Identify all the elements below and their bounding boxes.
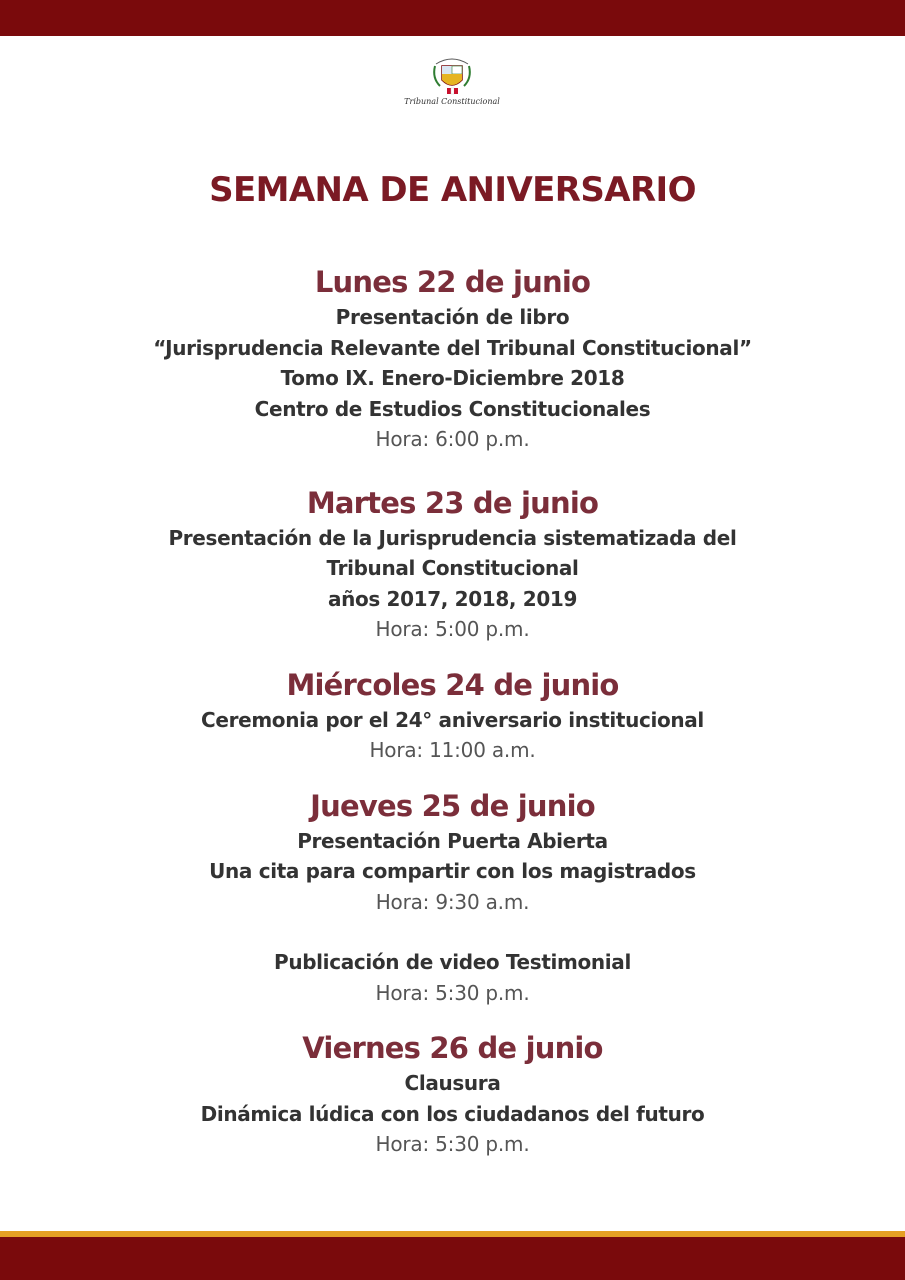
top-banner-bar — [0, 0, 905, 36]
event-line: Clausura — [404, 1071, 501, 1095]
event-line: Centro de Estudios Constitucionales — [254, 396, 651, 421]
event-wednesday — [0, 665, 905, 766]
event-line: Dinámica lúdica con los ciudadanos del futuro — [200, 1101, 705, 1126]
event-day: Miércoles 24 de junio — [286, 667, 619, 702]
event-time: Hora: 5:30 p.m. — [375, 1132, 530, 1156]
event-thursday — [0, 786, 905, 1009]
event-line: “Jurisprudencia Relevante del Tribunal Constitucional” — [153, 335, 752, 360]
event-time: Hora: 6:00 p.m. — [375, 427, 530, 451]
event-time: Hora: 9:30 a.m. — [375, 889, 530, 914]
event-line: Presentación Puerta Abierta — [297, 828, 608, 853]
event-time: Hora: 5:30 p.m. — [375, 980, 530, 1005]
bottom-banner-bar — [0, 1237, 905, 1280]
logo-text: Tribunal Constitucional — [404, 97, 500, 106]
event-schedule — [0, 262, 905, 1160]
event-line: Tomo IX. Enero-Diciembre 2018 — [280, 366, 625, 390]
event-tuesday — [0, 483, 905, 645]
event-day: Viernes 26 de junio — [302, 1031, 603, 1065]
event-time: Hora: 5:00 p.m. — [375, 617, 530, 641]
event-day: Jueves 25 de junio — [310, 788, 595, 823]
event-time: Hora: 11:00 a.m. — [369, 738, 536, 762]
event-line: Tribunal Constitucional — [326, 556, 579, 580]
event-monday — [0, 262, 905, 455]
event-line: Presentación de la Jurisprudencia sistematizada del — [168, 525, 737, 550]
event-day: Martes 23 de junio — [306, 485, 599, 520]
institution-logo — [402, 54, 502, 114]
event-line: Ceremonia por el 24° aniversario institucional — [201, 707, 704, 732]
event-line: Una cita para compartir con los magistrados — [209, 859, 696, 883]
page-title: SEMANA DE ANIVERSARIO — [209, 170, 696, 210]
event-line: Publicación de video Testimonial — [274, 950, 631, 974]
event-line: años 2017, 2018, 2019 — [327, 586, 578, 611]
event-friday — [0, 1028, 905, 1160]
event-line: Presentación de libro — [335, 305, 570, 329]
event-day: Lunes 22 de junio — [314, 265, 591, 299]
coat-of-arms-icon — [430, 54, 474, 96]
